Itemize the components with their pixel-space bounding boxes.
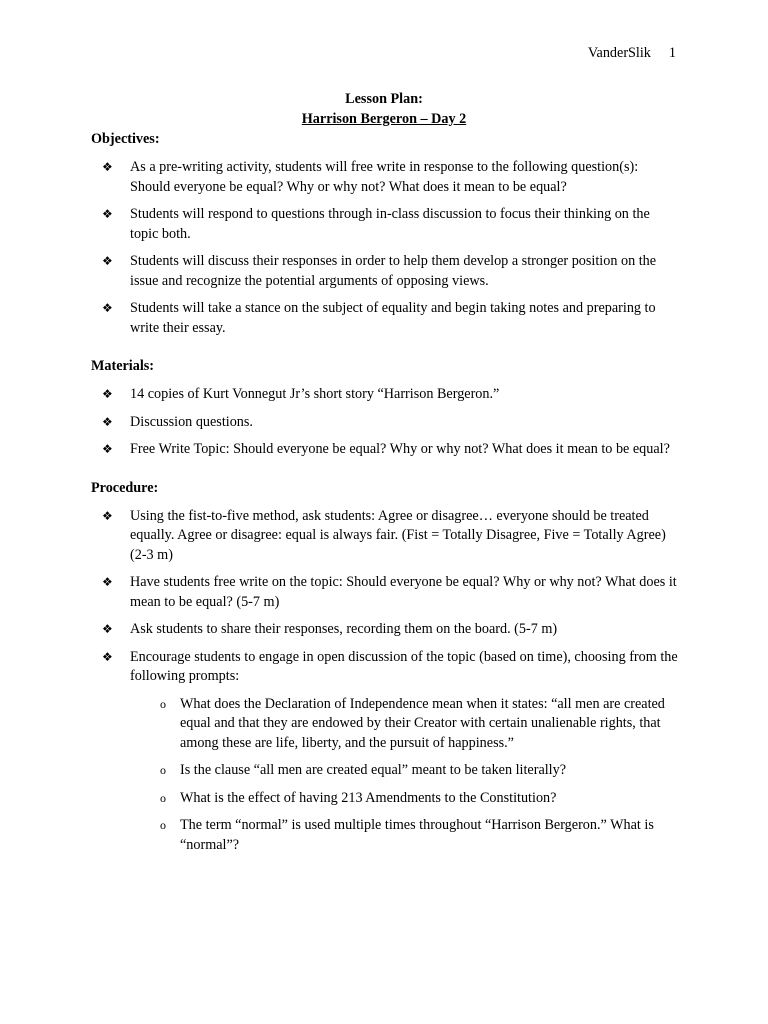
bullet-icon: ❖	[102, 387, 113, 401]
material-text: Free Write Topic: Should everyone be equal? Why or why not? What does it mean to be equal?	[130, 441, 670, 457]
list-item	[141, 816, 681, 855]
spacer	[91, 338, 681, 357]
bullet-icon: ❖	[102, 254, 113, 268]
prompt-text: What is the effect of having 213 Amendments to the Constitution?	[180, 789, 557, 806]
list-item	[91, 648, 681, 687]
list-item	[141, 789, 681, 809]
bullet-icon: ❖	[102, 575, 113, 589]
materials-heading: Materials:	[91, 358, 155, 374]
objectives-heading: Objectives:	[91, 131, 160, 147]
objective-text: Students will discuss their responses in order to help them develop a stronger position on the issue and recognize the potential arguments of opposing views.	[130, 253, 657, 289]
procedure-text: Using the fist-to-five method, ask students: Agree or disagree… everyone should be treated equally. Agree or disagree: equal is always fair. (Fist = Totally Disagree, Five = Totally Agree) (2-3 m)	[130, 507, 666, 563]
list-item	[91, 299, 681, 338]
discussion-prompts-list	[141, 695, 681, 856]
material-text: Discussion questions.	[130, 413, 253, 430]
document-title: Lesson Plan:	[345, 91, 423, 107]
sub-bullet-icon: o	[160, 790, 166, 805]
material-text: 14 copies of Kurt Vonnegut Jr’s short story “Harrison Bergeron.”	[130, 386, 500, 402]
prompt-text: What does the Declaration of Independence mean when it states: “all men are created equal and that they are endowed by their Creator with certain unalienable rights, that among these are life, liberty, and the pursuit of happiness.”	[180, 695, 665, 751]
bullet-icon: ❖	[102, 160, 113, 174]
objective-text: Students will respond to questions through in-class discussion to focus their thinking on the topic both.	[130, 206, 650, 242]
spacer	[91, 460, 681, 479]
list-item	[91, 440, 681, 460]
list-item	[141, 761, 681, 781]
list-item	[91, 573, 681, 612]
header-page-number: 1	[668, 45, 676, 61]
bullet-icon: ❖	[102, 207, 113, 221]
sub-bullet-icon: o	[160, 696, 166, 711]
bullet-icon: ❖	[102, 508, 113, 523]
prompt-text: The term “normal” is used multiple times throughout “Harrison Bergeron.” What is “normal”?	[180, 817, 654, 853]
procedure-text: Ask students to share their responses, recording them on the board. (5-7 m)	[130, 621, 558, 637]
list-item	[91, 252, 681, 291]
document-subtitle: Harrison Bergeron – Day 2	[301, 111, 467, 127]
bullet-icon: ❖	[102, 301, 113, 315]
prompt-text: Is the clause “all men are created equal” meant to be taken literally?	[180, 762, 567, 778]
header-author: VanderSlik	[587, 45, 651, 61]
bullet-icon: ❖	[102, 622, 113, 636]
list-item	[91, 620, 681, 640]
sub-bullet-icon: o	[160, 818, 166, 832]
bullet-icon: ❖	[102, 442, 113, 456]
objective-text: Students will take a stance on the subject of equality and begin taking notes and preparing to write their essay.	[130, 300, 656, 336]
materials-list	[91, 385, 681, 460]
procedure-text: Have students free write on the topic: Should everyone be equal? Why or why not? What does it mean to be equal? (5-7 m)	[130, 574, 677, 610]
list-item	[91, 385, 681, 405]
bullet-icon: ❖	[102, 414, 113, 429]
list-item	[91, 507, 681, 566]
list-item	[91, 413, 681, 433]
title-block	[0, 90, 768, 130]
document-body	[91, 130, 681, 855]
list-item	[141, 695, 681, 754]
procedure-heading: Procedure:	[91, 479, 159, 496]
page-header	[588, 44, 676, 64]
objectives-list	[91, 158, 681, 338]
sub-bullet-icon: o	[160, 763, 166, 777]
procedure-list	[91, 507, 681, 687]
list-item	[91, 158, 681, 197]
procedure-text: Encourage students to engage in open discussion of the topic (based on time), choosing from the following prompts:	[130, 648, 678, 684]
list-item	[91, 205, 681, 244]
objective-text: As a pre-writing activity, students will free write in response to the following question(s): Should everyone be equal? Why or why not? What does it mean to be equal?	[130, 159, 639, 195]
bullet-icon: ❖	[102, 649, 113, 664]
